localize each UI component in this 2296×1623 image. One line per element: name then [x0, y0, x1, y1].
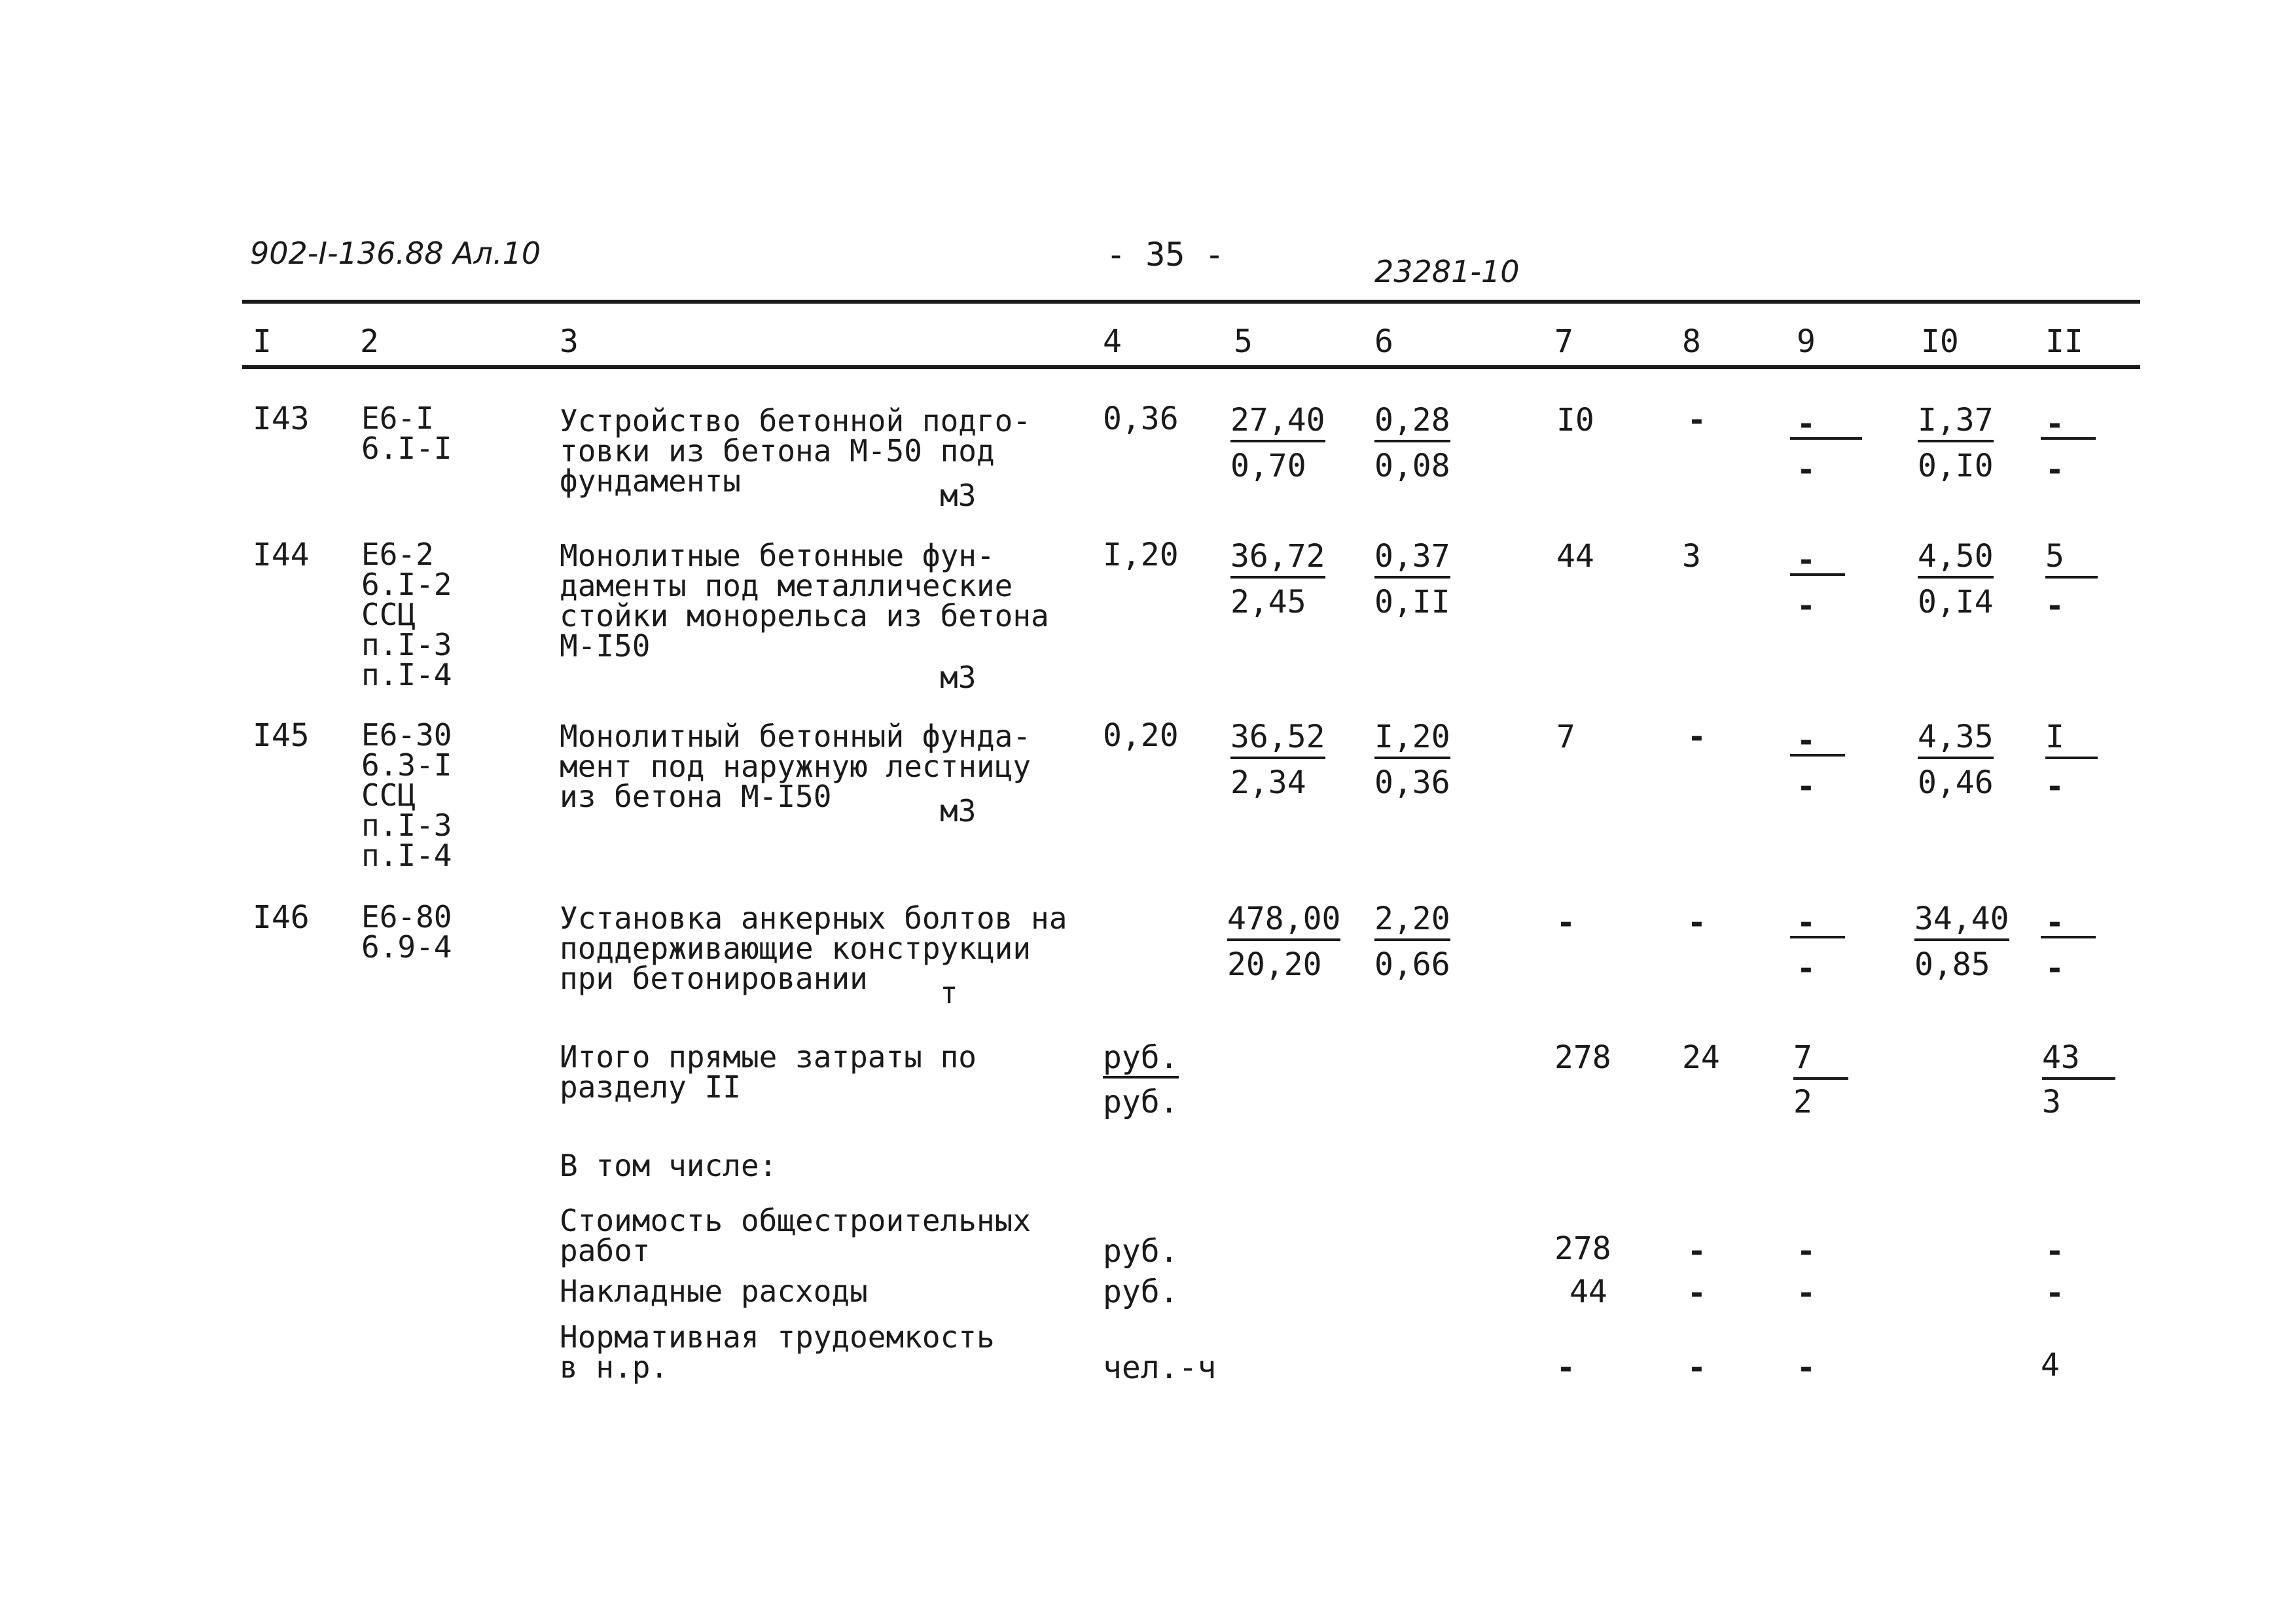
breakdown-wage: -: [1687, 1275, 1706, 1311]
work-description: при бетонировании: [560, 961, 868, 996]
labor-bottom: 0,85: [1914, 946, 1990, 983]
c11-bottom: -: [2045, 950, 2064, 987]
breakdown-cost: 278: [1554, 1230, 1611, 1267]
breakdown-machine: -: [1797, 1349, 1816, 1386]
totals-label: Итого прямые затраты по: [560, 1039, 977, 1075]
breakdown-label: Стоимость общестроительных: [560, 1203, 1031, 1238]
total-cost: 44: [1556, 538, 1594, 575]
labor-bottom: 0,I4: [1918, 584, 1994, 620]
labor-top: I,37: [1918, 404, 1994, 442]
breakdown-machine: -: [1797, 1275, 1816, 1311]
norm-code: Е6-I: [361, 401, 434, 436]
breakdown-label: в н.р.: [560, 1349, 669, 1385]
breakdown-c11: -: [2045, 1275, 2064, 1311]
totals-label: разделу II: [560, 1069, 741, 1105]
norm-code: Е6-30: [361, 717, 452, 753]
breakdown-c11: -: [2045, 1233, 2064, 1270]
unit: м3: [940, 478, 977, 513]
norm-code: 6.9-4: [361, 929, 452, 965]
col-header-4: 4: [1103, 323, 1122, 360]
document-code: 902-I-136.88 Ал.10: [250, 236, 541, 271]
c11-top: 5: [2045, 541, 2098, 579]
norm-code: п.I-4: [361, 838, 452, 873]
unit-cost-top: 27,40: [1230, 404, 1325, 442]
work-description: из бетона М-I50: [560, 779, 832, 814]
unit: т: [940, 975, 958, 1010]
col-header-6: 6: [1374, 323, 1393, 360]
col-header-11: II: [2045, 323, 2083, 360]
norm-code: 6.3-I: [361, 747, 452, 783]
archive-stamp: 23281-10: [1374, 254, 1520, 289]
totals-machine-top: 7: [1793, 1042, 1848, 1080]
total-cost: -: [1556, 904, 1575, 941]
breakdown-wage: -: [1687, 1349, 1706, 1386]
wage-top: I,20: [1374, 721, 1450, 759]
row-number: I46: [253, 899, 310, 936]
col-header-9: 9: [1797, 323, 1816, 360]
table-top-rule: [242, 300, 2140, 304]
total-wage: -: [1687, 402, 1706, 438]
unit-cost-bottom: 20,20: [1227, 946, 1322, 983]
wage-top: 0,37: [1374, 541, 1450, 579]
col-header-5: 5: [1234, 323, 1253, 360]
machine-cost-top: -: [1797, 542, 1816, 579]
total-wage: -: [1687, 719, 1706, 755]
wage-top: 2,20: [1374, 903, 1450, 941]
c11-top: I: [2045, 721, 2098, 759]
wage-bottom: 0,08: [1374, 448, 1450, 484]
machine-cost-bottom: -: [1797, 768, 1816, 805]
c11-bottom: -: [2045, 588, 2064, 624]
labor-top: 4,50: [1918, 541, 1994, 579]
quantity: 0,36: [1103, 401, 1179, 437]
unit-cost-top: 36,72: [1230, 541, 1325, 579]
breakdown-cost: -: [1556, 1349, 1575, 1386]
totals-unit-bottom: руб.: [1103, 1084, 1179, 1120]
work-description: мент под наружную лестницу: [560, 749, 1031, 784]
unit: м3: [940, 660, 977, 695]
machine-cost-top: -: [1797, 406, 1816, 442]
machine-cost-top: -: [1797, 722, 1816, 759]
quantity: I,20: [1103, 537, 1179, 573]
wage-bottom: 0,II: [1374, 584, 1450, 620]
norm-code: 6.I-2: [361, 567, 452, 602]
c11-top: -: [2045, 904, 2064, 941]
including-label: В том числе:: [560, 1148, 778, 1183]
work-description: Устройство бетонной подго-: [560, 403, 1031, 438]
totals-machine-bottom: 2: [1793, 1084, 1812, 1120]
unit-cost-top: 36,52: [1230, 721, 1325, 759]
machine-cost-bottom: -: [1797, 452, 1816, 488]
total-wage: -: [1687, 904, 1706, 941]
labor-bottom: 0,46: [1918, 764, 1994, 801]
unit: м3: [940, 793, 977, 829]
col-header-7: 7: [1554, 323, 1573, 360]
breakdown-wage: -: [1687, 1233, 1706, 1270]
wage-bottom: 0,36: [1374, 764, 1450, 801]
totals-c11-bottom: 3: [2042, 1084, 2061, 1120]
breakdown-cost: 44: [1570, 1274, 1607, 1310]
unit-cost-top: 478,00: [1227, 903, 1340, 941]
norm-code: 6.I-I: [361, 431, 452, 466]
row-number: I44: [253, 537, 310, 573]
norm-code: Е6-80: [361, 899, 452, 935]
totals-cost: 278: [1554, 1039, 1611, 1076]
norm-code: ССЦ: [361, 597, 416, 632]
unit-cost-bottom: 0,70: [1230, 448, 1306, 484]
header-bottom-rule: [242, 365, 2140, 369]
breakdown-label: Накладные расходы: [560, 1274, 868, 1309]
labor-top: 4,35: [1918, 721, 1994, 759]
breakdown-machine: -: [1797, 1233, 1816, 1270]
breakdown-unit: руб.: [1103, 1274, 1179, 1310]
machine-cost-top: -: [1797, 904, 1816, 941]
col-header-8: 8: [1682, 323, 1701, 360]
col-header-2: 2: [360, 323, 379, 360]
page-number: - 35 -: [1106, 236, 1225, 274]
total-wage: 3: [1682, 538, 1701, 575]
quantity: 0,20: [1103, 717, 1179, 754]
norm-code: п.I-4: [361, 657, 452, 692]
machine-cost-bottom: -: [1797, 950, 1816, 987]
norm-code: п.I-3: [361, 627, 452, 662]
work-description: Установка анкерных болтов на: [560, 901, 1067, 936]
total-cost: I0: [1556, 402, 1594, 438]
unit-cost-bottom: 2,34: [1230, 764, 1306, 801]
labor-top: 34,40: [1914, 903, 2009, 941]
totals-c11-top: 43: [2042, 1042, 2115, 1080]
work-description: фундаменты: [560, 463, 741, 499]
breakdown-label: работ: [560, 1233, 651, 1268]
col-header-10: I0: [1921, 323, 1959, 360]
work-description: Монолитные бетонные фун-: [560, 538, 995, 573]
work-description: М-I50: [560, 628, 651, 664]
row-number: I45: [253, 717, 310, 754]
c11-top: -: [2045, 406, 2064, 442]
machine-cost-bottom: -: [1797, 588, 1816, 624]
wage-bottom: 0,66: [1374, 946, 1450, 983]
row-number: I43: [253, 401, 310, 437]
breakdown-c11: 4: [2041, 1347, 2060, 1383]
col-header-1: I: [253, 323, 272, 360]
breakdown-unit: руб.: [1103, 1233, 1179, 1270]
norm-code: п.I-3: [361, 808, 452, 843]
work-description: даменты под металлические: [560, 568, 1013, 603]
breakdown-label: Нормативная трудоемкость: [560, 1319, 995, 1355]
totals-unit-top: руб.: [1103, 1042, 1179, 1079]
work-description: товки из бетона М-50 под: [560, 433, 995, 469]
norm-code: Е6-2: [361, 537, 434, 572]
work-description: поддерживающие конструкции: [560, 931, 1031, 966]
unit-cost-bottom: 2,45: [1230, 584, 1306, 620]
c11-bottom: -: [2045, 452, 2064, 488]
totals-wage: 24: [1682, 1039, 1720, 1076]
work-description: стойки монорельса из бетона: [560, 598, 1049, 633]
labor-bottom: 0,I0: [1918, 448, 1994, 484]
norm-code: ССЦ: [361, 777, 416, 813]
total-cost: 7: [1556, 719, 1575, 755]
breakdown-unit: чел.-ч: [1103, 1349, 1217, 1386]
col-header-3: 3: [560, 323, 579, 360]
wage-top: 0,28: [1374, 404, 1450, 442]
c11-bottom: -: [2045, 768, 2064, 805]
work-description: Монолитный бетонный фунда-: [560, 719, 1031, 754]
